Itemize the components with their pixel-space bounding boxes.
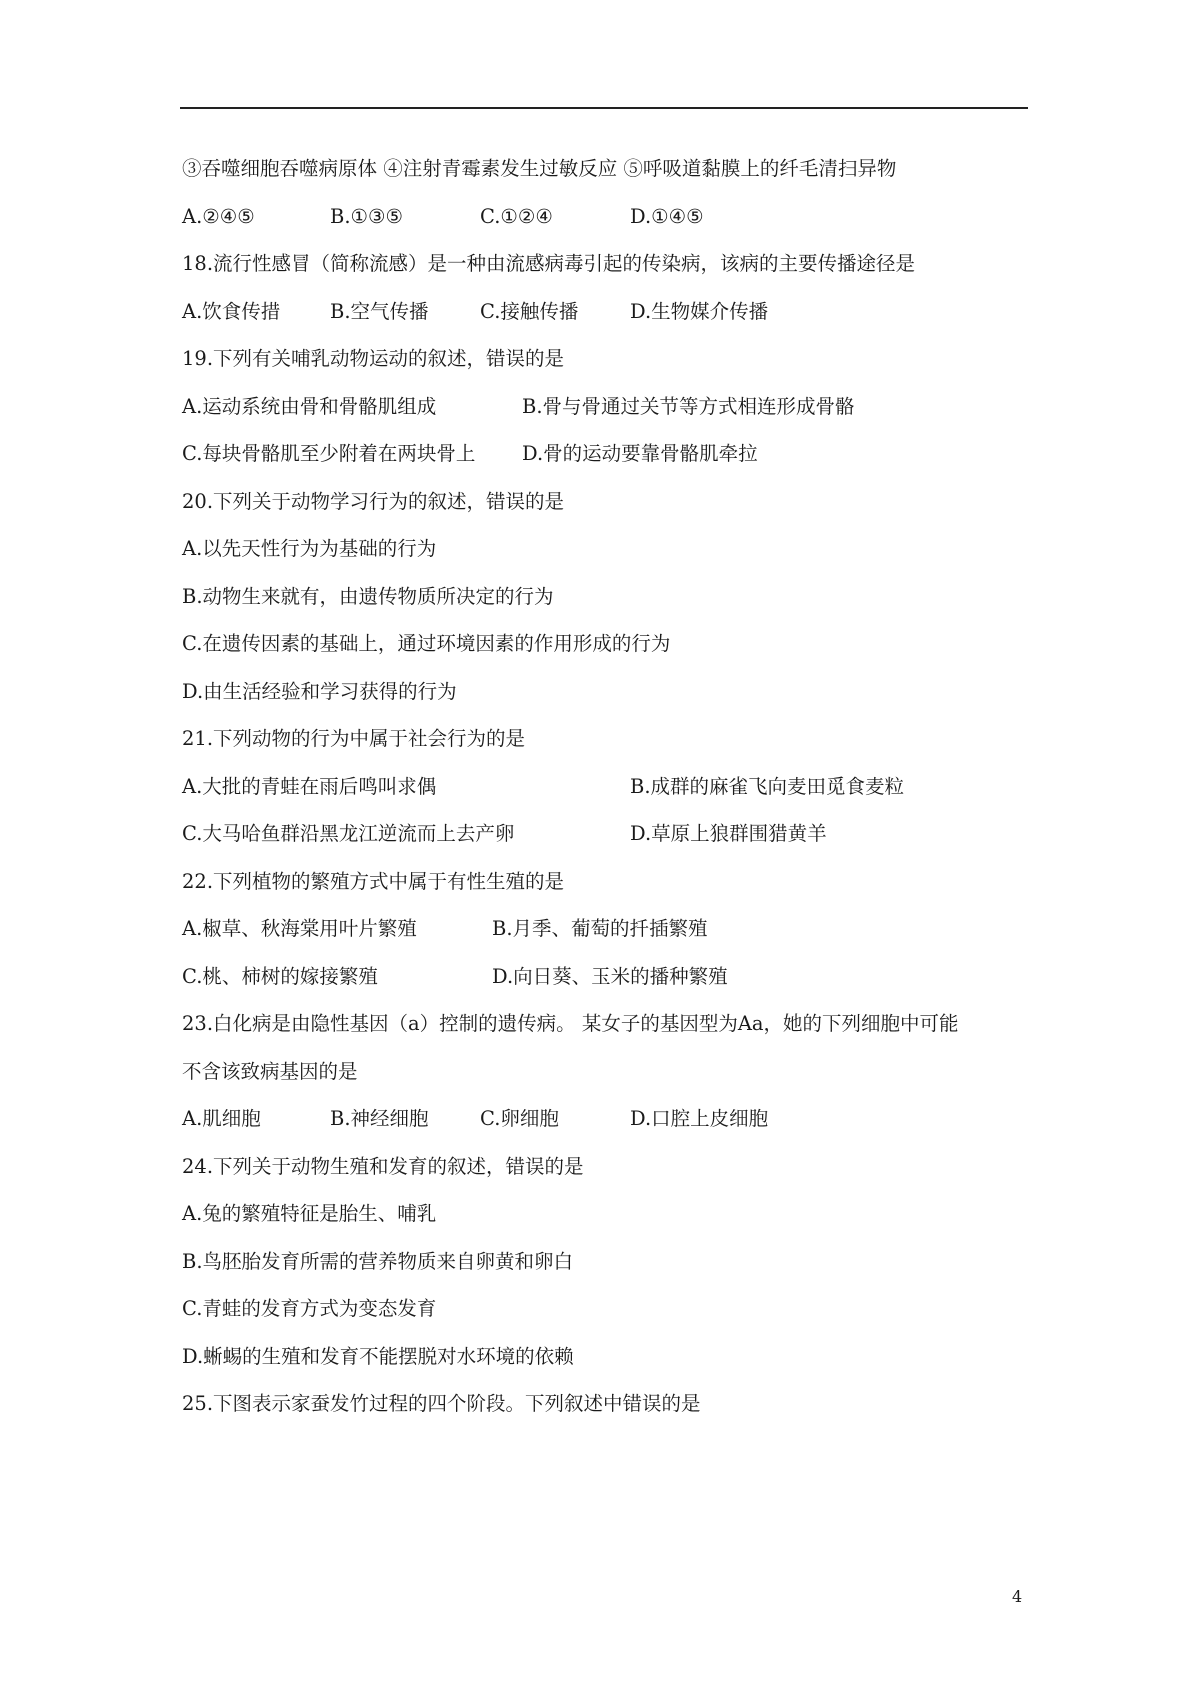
question-21-stem: 21.下列动物的行为中属于社会行为的是: [182, 727, 526, 750]
option-a: A.大批的青蛙在雨后鸣叫求偶: [182, 774, 437, 798]
header-rule: [180, 107, 1028, 109]
question-25-stem: 25.下图表示家蚕发竹过程的四个阶段。下列叙述中错误的是: [182, 1392, 701, 1415]
question-24-option-a: A.兔的繁殖特征是胎生、哺乳: [182, 1202, 437, 1225]
question-20-option-d: D.由生活经验和学习获得的行为: [182, 679, 457, 703]
option-b: B.神经细胞: [330, 1107, 429, 1130]
option-c: C.桃、柿树的嫁接繁殖: [182, 964, 378, 988]
option-c: C.大马哈鱼群沿黑龙江逆流而上去产卵: [182, 822, 515, 845]
question-24-option-d: D.蜥蜴的生殖和发育不能摆脱对水环境的依赖: [182, 1344, 574, 1368]
option-b: B.成群的麻雀飞向麦田觅食麦粒: [630, 774, 905, 798]
question-21-options-ab: [182, 771, 1032, 819]
question-17-options: [182, 201, 1032, 249]
page-number: 4: [1012, 1587, 1023, 1606]
question-20-stem: 20.下列关于动物学习行为的叙述，错误的是: [182, 489, 565, 513]
question-24-stem: 24.下列关于动物生殖和发育的叙述，错误的是: [182, 1154, 584, 1178]
option-c: C.接触传播: [480, 299, 579, 323]
question-19-options-ab: [182, 391, 1032, 439]
question-23-stem: 23.白化病是由隐性基因（a）控制的遗传病。 某女子的基因型为Aa，她的下列细胞中可能: [182, 1012, 959, 1035]
question-21-options-cd: [182, 818, 1032, 866]
question-19-options-cd: [182, 438, 1032, 486]
option-a: A.运动系统由骨和骨骼肌组成: [182, 394, 437, 418]
option-c: C.①②④: [480, 204, 553, 228]
option-a: A.肌细胞: [182, 1107, 261, 1130]
question-22-options-ab: [182, 913, 1032, 961]
option-b: B.①③⑤: [330, 204, 403, 228]
question-20-option-a: A.以先天性行为为基础的行为: [182, 537, 437, 560]
option-c: C.卵细胞: [480, 1107, 559, 1130]
question-22-stem: 22.下列植物的繁殖方式中属于有性生殖的是: [182, 869, 565, 893]
question-23-stem-cont: 不含该致病基因的是: [182, 1059, 358, 1083]
question-17-statement-cont: ③吞噬细胞吞噬病原体 ④注射青霉素发生过敏反应 ⑤呼吸道黏膜上的纤毛清扫异物: [182, 157, 897, 180]
option-a: A.②④⑤: [182, 204, 255, 228]
option-a: A.饮食传措: [182, 299, 281, 323]
option-d: D.生物媒介传播: [630, 299, 769, 323]
question-20-option-c: C.在遗传因素的基础上，通过环境因素的作用形成的行为: [182, 632, 671, 655]
question-20-option-b: B.动物生来就有，由遗传物质所决定的行为: [182, 584, 554, 608]
option-b: B.月季、葡萄的扦插繁殖: [492, 917, 708, 940]
option-a: A.椒草、秋海棠用叶片繁殖: [182, 917, 417, 940]
option-d: D.口腔上皮细胞: [630, 1107, 769, 1130]
question-23-options: [182, 1103, 1032, 1151]
document-body: [182, 153, 1032, 1436]
option-b: B.骨与骨通过关节等方式相连形成骨骼: [522, 394, 855, 418]
option-c: C.每块骨骼肌至少附着在两块骨上: [182, 442, 476, 465]
option-d: D.骨的运动要靠骨骼肌牵拉: [522, 442, 758, 465]
question-18-stem: 18.流行性感冒（简称流感）是一种由流感病毒引起的传染病，该病的主要传播途径是: [182, 252, 916, 275]
question-18-options: [182, 296, 1032, 344]
question-22-options-cd: [182, 961, 1032, 1009]
option-d: D.①④⑤: [630, 204, 704, 228]
question-19-stem: 19.下列有关哺乳动物运动的叙述，错误的是: [182, 347, 565, 370]
option-d: D.草原上狼群围猎黄羊: [630, 822, 827, 845]
option-d: D.向日葵、玉米的播种繁殖: [492, 964, 728, 988]
option-b: B.空气传播: [330, 299, 429, 323]
question-24-option-b: B.鸟胚胎发育所需的营养物质来自卵黄和卵白: [182, 1249, 574, 1273]
question-24-option-c: C.青蛙的发育方式为变态发育: [182, 1297, 437, 1320]
